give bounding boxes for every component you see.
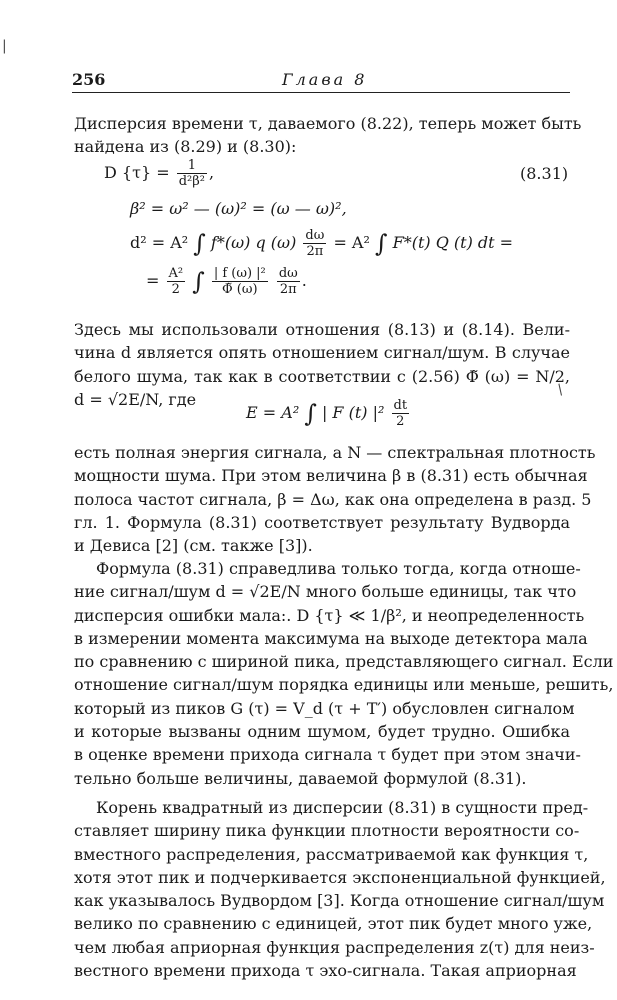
text-line: отношение сигнал/шум порядка единицы или меньше, решить, (74, 675, 614, 695)
text-line: Корень квадратный из дисперсии (8.31) в сущности пред- (96, 798, 589, 817)
text-line: полоса частот сигнала, β = Δω, как она определена в разд. 5 (74, 489, 592, 509)
page-number: 256 (72, 70, 106, 89)
text-line: тельно больше величины, даваемой формулой (8.31). (74, 768, 527, 788)
text-line: найдена из (8.29) и (8.30): (74, 137, 297, 157)
margin-mark: | (2, 38, 7, 54)
integral-sign: ∫ (192, 267, 205, 296)
text-line: d = √2E/N, где (74, 389, 197, 409)
text-line: Дисперсия времени τ, даваемого (8.22), теперь может быть (74, 114, 582, 133)
equation-line-4: = $\frac{\text{A²}}{2}$ ∫ $\frac{\text{| f (ω) |²}}{\Phĩ (\omega)}$ $\frac{d\omega}{2\pi}$ . (146, 266, 307, 297)
text-line: и Девиса [2] (см. также [3]). (74, 536, 313, 556)
text-line: в измерении момента максимума на выходе детектора мала (74, 628, 588, 648)
fraction: $\frac{d\omega}{2\pi}$ (305, 228, 325, 259)
text-line: ставляет ширину пика функции плотности вероятности со- (74, 821, 580, 841)
text-line: и которые вызваны одним шумом, будет трудно. Ошибка (74, 722, 570, 742)
running-head: Глава 8 (282, 70, 368, 89)
fraction: $\frac{\text{| f (ω) |²}}{\Phĩ (\omega)}$ (213, 266, 266, 297)
equation-number: (8.31) (520, 164, 569, 183)
page-header (72, 66, 570, 93)
fraction: $\frac{1}{\text{d²β²}}$ (178, 158, 205, 189)
text-line: вестного времени прихода τ эхо-сигнала. Такая априорная (74, 961, 577, 981)
text-line: мощности шума. При этом величина β в (8.31) есть обычная (74, 466, 588, 486)
text-line: чина d является опять отношением сигнал/шум. В случае (74, 343, 570, 363)
paragraph-1 (74, 112, 582, 159)
text-line: хотя этот пик и подчеркивается экспоненциальной функцией, (74, 867, 606, 887)
stray-mark: / (554, 381, 567, 399)
text-line: в оценке времени прихода сигнала τ будет при этом значи- (74, 745, 581, 765)
equation-line-3: d² = A² ∫ f*(ω) q (ω) $\frac{d\omega}{2\pi}$ = A² ∫ F*(t) Q (t) dt = (130, 228, 514, 259)
text-line: дисперсия ошибки мала:. D {τ} ≪ 1/β², и неопределенность (74, 605, 585, 625)
text-line: Формула (8.31) справедлива только тогда, когда отноше- (96, 559, 581, 578)
integral-sign: ∫ (375, 229, 388, 258)
text-line: велико по сравнению с единицей, этот пик будет много уже, (74, 914, 593, 934)
paragraph-5 (74, 796, 606, 982)
equation-line-1: D {τ} = $\frac{1}{\text{d²β²}}$ , (104, 158, 215, 189)
fraction: $\frac{d\omega}{2\pi}$ (278, 266, 298, 297)
fraction: $\frac{dt}{2}$ (393, 398, 408, 429)
text-line: Здесь мы использовали отношения (8.13) и (8.14). Вели- (74, 320, 570, 339)
text-line: чем любая априорная функция распределения z(τ) для неиз- (74, 937, 595, 957)
text-line: ние сигнал/шум d = √2E/N много больше единицы, так что (74, 582, 577, 602)
text-line: по сравнению с шириной пика, представляющего сигнал. Если (74, 652, 614, 672)
integral-sign: ∫ (193, 229, 206, 258)
text-line: вместного распределения, рассматриваемой как функция τ, (74, 844, 589, 864)
fraction: $\frac{\text{A²}}{2}$ (168, 266, 184, 297)
text-line: гл. 1. Формула (8.31) соответствует результату Вудворда (74, 512, 570, 532)
text-line: как указывалось Вудвордом [3]. Когда отношение сигнал/шум (74, 891, 605, 911)
energy-equation: E = A² ∫ | F (t) |² $\frac{dt}{2}$ (246, 398, 408, 429)
text-line: который из пиков G (τ) = V_d (τ + T′) обусловлен сигналом (74, 698, 575, 718)
paragraph-4 (74, 557, 614, 790)
paragraph-3 (74, 441, 596, 557)
text-line: белого шума, так как в соответствии с (2.56) Φ̃ (ω) = N/2, (74, 366, 570, 386)
equation-line-2: β² = ω² — (ω)² = (ω — ω)², (130, 199, 347, 218)
integral-sign: ∫ (304, 399, 317, 428)
text-line: есть полная энергия сигнала, а N — спектральная плотность (74, 443, 596, 462)
